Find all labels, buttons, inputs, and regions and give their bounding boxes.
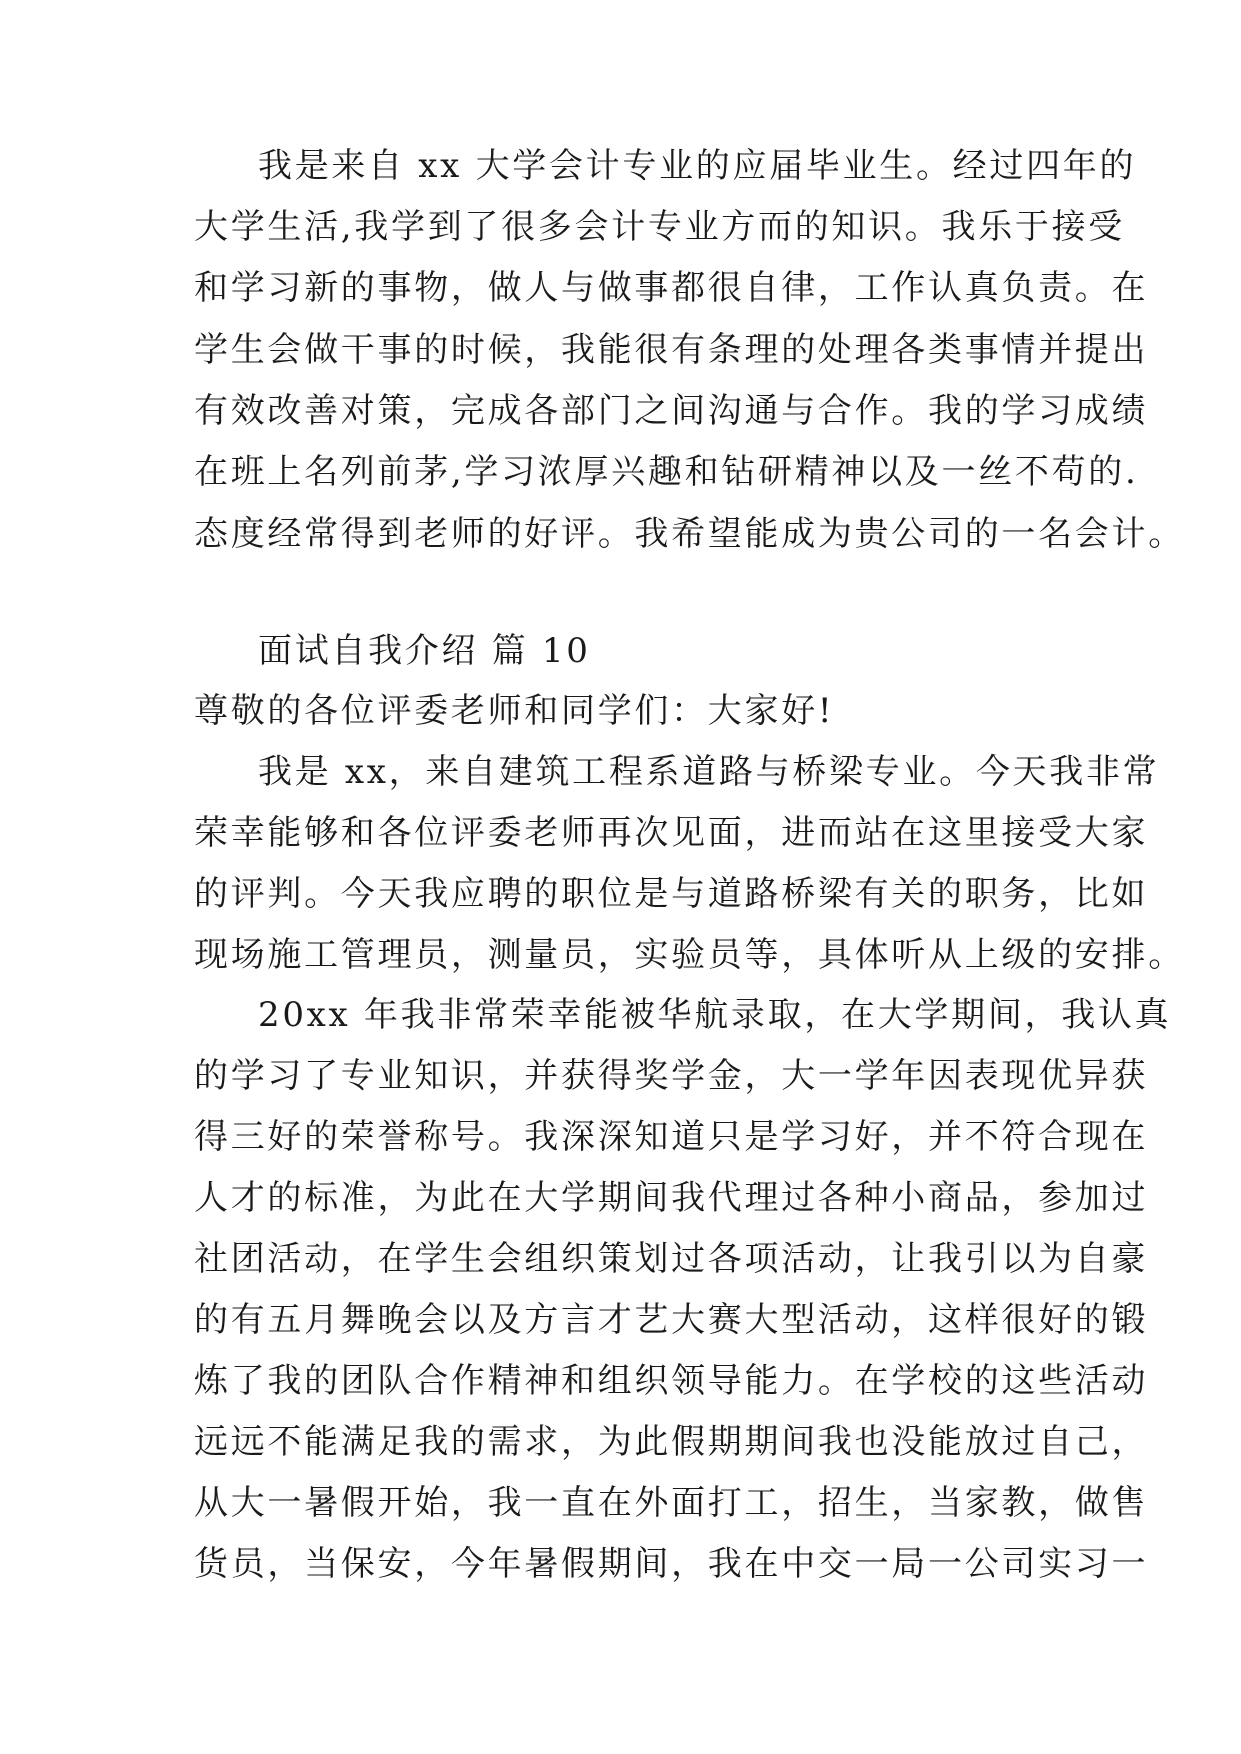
paragraph-3-line-8: 远远不能满足我的需求，为此假期期间我也没能放过自己， (194, 1422, 1149, 1462)
paragraph-3-line-6: 的有五月舞晚会以及方言才艺大赛大型活动，这样很好的锻 (194, 1300, 1149, 1340)
paragraph-3-line-3: 得三好的荣誉称号。我深深知道只是学习好，并不符合现在 (194, 1117, 1149, 1157)
greeting: 尊敬的各位评委老师和同学们：大家好! (194, 691, 835, 731)
paragraph-1-line-7: 态度经常得到老师的好评。我希望能成为贵公司的一名会计。 (194, 514, 1185, 554)
paragraph-3-line-1: 20xx 年我非常荣幸能被华航录取，在大学期间，我认真 (258, 995, 1172, 1035)
section-heading: 面试自我介绍 篇 10 (258, 631, 591, 671)
paragraph-2-line-3: 的评判。今天我应聘的职位是与道路桥梁有关的职务，比如 (194, 874, 1149, 914)
paragraph-2-line-2: 荣幸能够和各位评委老师再次见面，进而站在这里接受大家 (194, 813, 1149, 853)
paragraph-2-line-4: 现场施工管理员，测量员，实验员等，具体听从上级的安排。 (194, 935, 1185, 975)
paragraph-1-line-2: 大学生活,我学到了很多会计专业方而的知识。我乐于接受 (194, 207, 1126, 247)
paragraph-1-line-1: 我是来自 xx 大学会计专业的应届毕业生。经过四年的 (258, 146, 1137, 186)
paragraph-1-line-6: 在班上名列前茅,学习浓厚兴趣和钻研精神以及一丝不苟的. (194, 452, 1139, 492)
paragraph-3-line-7: 炼了我的团队合作精神和组织领导能力。在学校的这些活动 (194, 1361, 1149, 1401)
paragraph-3-line-2: 的学习了专业知识，并获得奖学金，大一学年因表现优异获 (194, 1056, 1149, 1096)
paragraph-3-line-10: 货员，当保安，今年暑假期间，我在中交一局一公司实习一 (194, 1544, 1149, 1584)
paragraph-2-line-1: 我是 xx，来自建筑工程系道路与桥梁专业。今天我非常 (258, 752, 1160, 792)
paragraph-1-line-3: 和学习新的事物，做人与做事都很自律，工作认真负责。在 (194, 268, 1149, 308)
paragraph-3-line-4: 人才的标准，为此在大学期间我代理过各种小商品，参加过 (194, 1178, 1149, 1218)
paragraph-3-line-5: 社团活动，在学生会组织策划过各项活动，让我引以为自豪 (194, 1239, 1149, 1279)
paragraph-1-line-4: 学生会做干事的时候，我能很有条理的处理各类事情并提出 (194, 330, 1149, 370)
paragraph-1-line-5: 有效改善对策，完成各部门之间沟通与合作。我的学习成绩 (194, 391, 1149, 431)
paragraph-3-line-9: 从大一暑假开始，我一直在外面打工，招生，当家教，做售 (194, 1483, 1149, 1523)
